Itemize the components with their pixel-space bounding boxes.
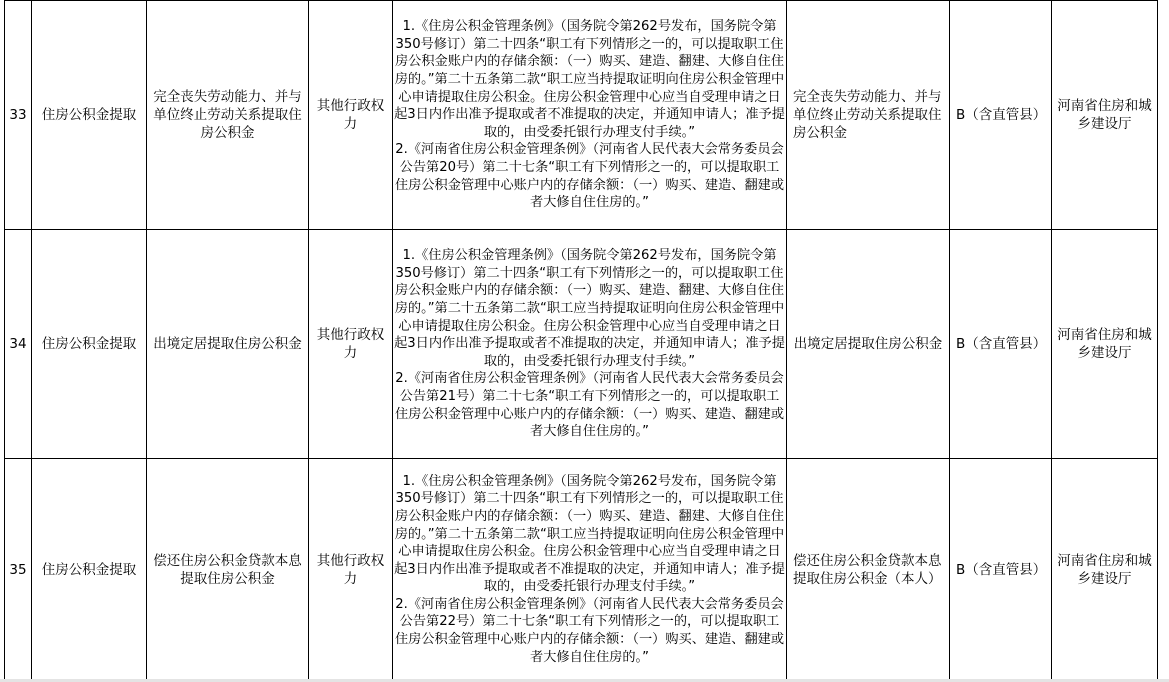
legal-basis	[393, 1, 787, 230]
item-detail: 完全丧失劳动能力、并与单位终止劳动关系提取住房公积金	[787, 1, 950, 230]
legal-basis-paragraph: 1.《住房公积金管理条例》（国务院令第262号发布，国务院令第350号修订）第二十四条“职工有下列情形之一的，可以提取职工住房公积金账户内的存储余额：（一）购买、建造、翻建、大修自住住房的。”第二十五条第二款“职工应当持提取证明向住房公积金管理中心申请提取住房公积金。住房公积金管理中心应当自受理申请之日起3日内作出准予提取或者不准提取的决定，并通知申请人；准予提取的，由受委托银行办理支付手续。”	[394, 473, 785, 595]
power-type: 其他行政权力	[309, 230, 393, 459]
row-number: 34	[5, 230, 32, 459]
item-name: 住房公积金提取	[32, 459, 147, 681]
power-type: 其他行政权力	[309, 459, 393, 681]
exercise-level: B（含直管县）	[950, 1, 1052, 230]
item-detail: 偿还住房公积金贷款本息提取住房公积金（本人）	[787, 459, 950, 681]
table-body	[5, 1, 1158, 681]
department: 河南省住房和城乡建设厅	[1052, 1, 1158, 230]
sub-item-name: 出境定居提取住房公积金	[147, 230, 309, 459]
item-detail: 出境定居提取住房公积金	[787, 230, 950, 459]
legal-basis	[393, 230, 787, 459]
power-type: 其他行政权力	[309, 1, 393, 230]
department: 河南省住房和城乡建设厅	[1052, 459, 1158, 681]
item-name: 住房公积金提取	[32, 230, 147, 459]
legal-basis-paragraph: 1.《住房公积金管理条例》（国务院令第262号发布，国务院令第350号修订）第二十四条“职工有下列情形之一的，可以提取职工住房公积金账户内的存储余额：（一）购买、建造、翻建、大修自住住房的。”第二十五条第二款“职工应当持提取证明向住房公积金管理中心申请提取住房公积金。住房公积金管理中心应当自受理申请之日起3日内作出准予提取或者不准提取的决定，并通知申请人；准予提取的，由受委托银行办理支付手续。”	[394, 248, 785, 369]
exercise-level: B（含直管县）	[950, 230, 1052, 459]
row-number: 35	[5, 459, 32, 681]
legal-basis-paragraph: 1.《住房公积金管理条例》（国务院令第262号发布，国务院令第350号修订）第二十四条“职工有下列情形之一的，可以提取职工住房公积金账户内的存储余额：（一）购买、建造、翻建、大修自住住房的。”第二十五条第二款“职工应当持提取证明向住房公积金管理中心申请提取住房公积金。住房公积金管理中心应当自受理申请之日起3日内作出准予提取或者不准提取的决定，并通知申请人；准予提取的，由受委托银行办理支付手续。”	[394, 19, 785, 140]
legal-basis-paragraph: 2.《河南省住房公积金管理条例》（河南省人民代表大会常务委员会公告第20号）第二十七条“职工有下列情形之一的，可以提取职工住房公积金管理中心账户内的存储余额：（一）购买、建造、翻建或者大修自住住房的。”	[394, 142, 785, 211]
department: 河南省住房和城乡建设厅	[1052, 230, 1158, 459]
row-number: 33	[5, 1, 32, 230]
table-row	[5, 459, 1158, 681]
sub-item-name: 完全丧失劳动能力、并与单位终止劳动关系提取住房公积金	[147, 1, 309, 230]
table-row	[5, 1, 1158, 230]
power-list-table	[4, 0, 1158, 681]
item-name: 住房公积金提取	[32, 1, 147, 230]
table-row	[5, 230, 1158, 459]
legal-basis	[393, 459, 787, 681]
legal-basis-paragraph: 2.《河南省住房公积金管理条例》（河南省人民代表大会常务委员会公告第21号）第二十七条“职工有下列情形之一的，可以提取职工住房公积金管理中心账户内的存储余额：（一）购买、建造、翻建或者大修自住住房的。”	[394, 371, 785, 440]
exercise-level: B（含直管县）	[950, 459, 1052, 681]
legal-basis-paragraph: 2.《河南省住房公积金管理条例》（河南省人民代表大会常务委员会公告第22号）第二十七条“职工有下列情形之一的，可以提取职工住房公积金管理中心账户内的存储余额：（一）购买、建造、翻建或者大修自住住房的。”	[394, 596, 785, 665]
sub-item-name: 偿还住房公积金贷款本息提取住房公积金	[147, 459, 309, 681]
